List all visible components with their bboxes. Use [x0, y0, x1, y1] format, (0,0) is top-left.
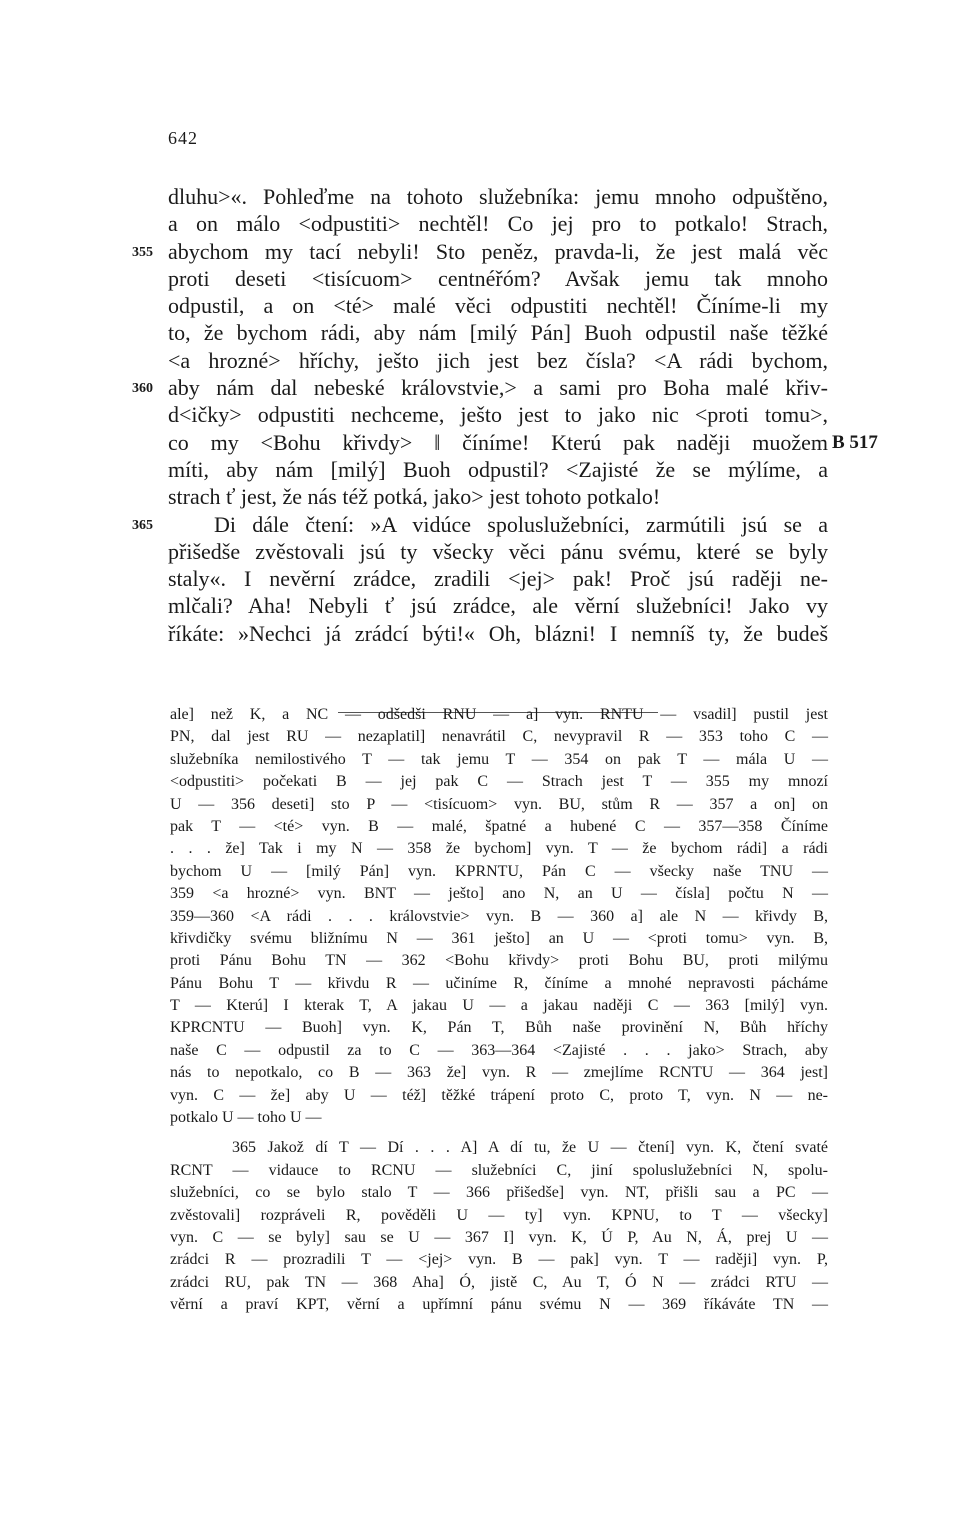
line-text: proti deseti <tisícuom> centnéřóm? Avšak jemu tak mnoho: [168, 265, 828, 291]
apparatus-line: U — 356 deseti] sto P — <tisícuom> vyn. BU, stům R — 357 a on] on: [170, 795, 828, 813]
apparatus-line: potkalo U — toho U —: [170, 1109, 322, 1127]
text-line: [168, 592, 828, 619]
text-line: [132, 238, 828, 265]
apparatus-line: služebníci, co se bylo stalo T — 366 přišedše] vyn. NT, přišli sau a PC —: [170, 1184, 828, 1202]
line-text: <a hrozné> hříchy, ješto jich jest bez čísla? <A rádi bychom,: [168, 347, 828, 373]
line-text: míti, aby nám [milý] Buoh odpustil? <Zajisté že se mýlíme, a: [168, 456, 828, 482]
apparatus-line: bychom U — [milý Pán] vyn. KPRNTU, Pán C — všecky naše TNU —: [170, 862, 828, 880]
text-line: [168, 401, 828, 428]
line-text: to, že bychom rádi, aby nám [milý Pán] Buoh odpustil naše těžké: [168, 320, 828, 346]
apparatus-line: PN, dal jest RU — nezaplatil] nenavrátil C, nevypravil R — 353 toho C —: [170, 728, 828, 746]
text-line: [168, 483, 828, 510]
margin-reference: B 517: [832, 431, 878, 453]
line-text: Di dále čtení: »A vidúce spoluslužebníci, zarmútili jsú se a: [214, 511, 828, 537]
text-line: [168, 347, 828, 374]
line-text: dluhu>«. Pohleďme na tohoto služebníka: jemu mnoho odpuštěno,: [168, 184, 828, 209]
text-line: [168, 456, 828, 483]
apparatus-line: . . . že] Tak i my N — 358 že bychom] vyn. T — že bychom rádi] a rádi: [170, 840, 828, 858]
text-line: [168, 265, 828, 292]
line-text: d<ičky> odpustiti nechceme, ješto jest to jako nic <proti tomu>,: [168, 402, 828, 428]
apparatus-line: nás to nepotkalo, co B — 363 že] vyn. R — zmejlíme RCNTU — 364 jest]: [170, 1064, 828, 1082]
line-text: strach ť jest, že nás též potká, jako> jest tohoto potkalo!: [168, 484, 661, 510]
text-line: [168, 210, 828, 237]
apparatus-line: KPRCNTU — Buoh] vyn. K, Pán T, Bůh naše provinění N, Bůh hříchy: [170, 1019, 828, 1037]
text-line: [168, 319, 828, 346]
apparatus-line: 359 <a hrozné> vyn. BNT — ješto] ano N, an U — čísla] počtu N —: [170, 885, 828, 903]
line-number: 360: [132, 381, 153, 397]
apparatus-line: ale] než K, a NC — odšedši RNU — a] vyn. RNTU — vsadil] pustil jest: [170, 706, 828, 723]
text-line: [168, 292, 828, 319]
apparatus-line: Pánu Bohu T — křivdu R — učiníme R, číníme a mnohé nepravosti pácháme: [170, 974, 828, 992]
line-text: co my <Bohu křivdy> ‖ číníme! Kterú pak naději muožem: [168, 429, 828, 455]
critical-apparatus: [170, 704, 828, 1317]
text-line: [132, 511, 828, 538]
apparatus-line: 365 Jakož dí T — Dí . . . A] A dí tu, že U — čtení] vyn. K, čtení svaté: [232, 1139, 828, 1157]
line-text: abychom my tací nebyli! Sto peněz, pravda-li, že jest malá věc: [168, 238, 828, 264]
text-line: [168, 183, 828, 210]
line-text: staly«. I nevěrní zrádce, zradili <jej> pak! Proč jsú raději ne-: [168, 566, 828, 592]
text-line: [168, 538, 828, 565]
apparatus-line: zrádci RU, pak TN — 368 Aha] Ó, jistě C, Au T, Ó N — zrádci RTU —: [170, 1273, 828, 1291]
page-number: 642: [168, 128, 198, 148]
text-line: [168, 620, 828, 647]
text-line: [168, 565, 828, 592]
line-text: odpustil, a on <té> malé věci odpustiti nechtěl! Číníme-li my: [168, 293, 828, 319]
apparatus-line: 359—360 <A rádi . . . královstvie> vyn. B — 360 a] ale N — křivdy B,: [170, 907, 828, 925]
apparatus-line: T — Kterú] I kterak T, A jakau U — a jakau naději C — 363 [milý] vyn.: [170, 997, 828, 1015]
apparatus-line: naše C — odpustil za to C — 363—364 <Zajisté . . . jako> Strach, aby: [170, 1041, 828, 1059]
apparatus-line: věrní a praví KPT, věrní a upřímní pánu svému N — 369 říkáváte TN —: [170, 1296, 828, 1314]
apparatus-line: křivdičky svému bližnímu N — 361 ješto] an U — <proti tomu> vyn. B,: [170, 929, 828, 947]
text-line: [132, 374, 828, 401]
apparatus-line: vyn. C — se byly] sau se U — 367 I] vyn. K, Ú P, Au N, Á, prej U —: [170, 1228, 828, 1246]
main-text: [132, 183, 878, 647]
apparatus-line: zrádci R — prozradili T — <jej> vyn. B — pak] vyn. T — raději] vyn. P,: [170, 1251, 828, 1269]
line-text: říkáte: »Nechci já zrádcí býti!« Oh, blázni! I nemníš ty, že budeš: [168, 620, 828, 646]
apparatus-line: služebníka nemilostivého T — tak jemu T — 354 on pak T — mála U —: [170, 750, 828, 768]
text-line: [168, 429, 878, 456]
apparatus-line: <odpustiti> počekati B — jej pak C — Strach jest T — 355 my mnozí: [170, 773, 828, 791]
apparatus-line: zvěstovali] rozpráveli R, pověděli U — ty] vyn. KPNU, to T — všecky]: [170, 1206, 828, 1224]
line-number: 355: [132, 244, 153, 260]
apparatus-line: proti Pánu Bohu TN — 362 <Bohu křivdy> proti Bohu BU, proti milýmu: [170, 952, 828, 970]
line-text: přišedše zvěstovali jsú ty všecky věci pánu svému, které se byly: [168, 538, 828, 564]
line-text: a on málo <odpustiti> nechtěl! Co jej pro to potkalo! Strach,: [168, 211, 828, 237]
apparatus-line: vyn. C — že] aby U — též] těžké trápení proto C, proto T, vyn. N — ne-: [170, 1086, 828, 1104]
line-text: mlčali? Aha! Nebyli ť jsú zrádce, ale věrní služebníci! Jako vy: [168, 593, 828, 619]
apparatus-line: RCNT — vidauce to RCNU — služebníci C, jiní spoluslužebníci N, spolu-: [170, 1161, 828, 1179]
line-number: 365: [132, 517, 153, 533]
line-text: aby nám dal nebeské královstvie,> a sami pro Boha malé křiv-: [168, 375, 828, 401]
apparatus-line: pak T — <té> vyn. B — malé, špatné a hubené C — 357—358 Číníme: [170, 817, 828, 835]
